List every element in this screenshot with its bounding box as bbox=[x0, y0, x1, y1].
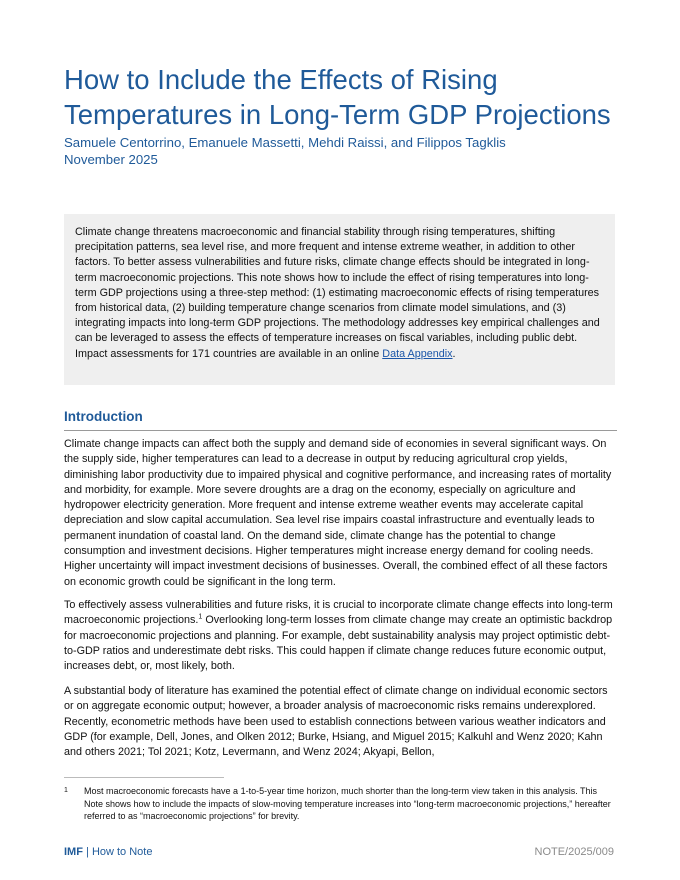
footnote-text: Most macroeconomic forecasts have a 1-to-5-year time horizon, much shorter than the long-term view taken in this analysis. This Note shows how to include the impacts of slow-moving temperature increases into “long-term macroeconomic projections,” hereafter referred to as “macroeconomic projections” for brevity. bbox=[84, 786, 611, 822]
footer-series: How to Note bbox=[91, 846, 153, 858]
footer-separator: | bbox=[82, 846, 92, 858]
intro-paragraph-2-text: To effectively assess vulnerabilities and future risks, it is crucial to incorporate climate change effects into long-term macroeconomic projections. bbox=[64, 599, 613, 627]
author-list: Samuele Centorrino, Emanuele Massetti, Mehdi Raissi, and Filippos Tagklis bbox=[64, 135, 506, 150]
abstract-end: . bbox=[452, 347, 456, 360]
intro-paragraph-2-continued: Overlooking long-term losses from climate change may create an optimistic backdrop for macroeconomic projections and planning. For example, debt sustainability analysis may project optimistic debt-to-GDP ratios and underestimate debt risks. This could happen if climate change reduces future economic output, increases debt, or, most likely, both. bbox=[64, 614, 613, 673]
footnote-divider bbox=[64, 777, 224, 778]
footer-branding bbox=[64, 846, 152, 858]
intro-paragraph-3: A substantial body of literature has examined the potential effect of climate change on individual economic sectors or on aggregate economic output; however, a broader analysis of macroeconomic risks remains underexplored. Recently, econometric methods have been used to establish connections between various weather indicators and GDP (for example, Dell, Jones, and Olken 2012; Burke, Hsiang, and Miguel 2015; Kalkuhl and Wenz 2020; Kahn and others 2021; Tol 2021; Kotz, Levermann, and Wenz 2024; Akyapi, Bellon, bbox=[64, 685, 608, 759]
abstract-text: Climate change threatens macroeconomic and financial stability through rising temperatures, shifting precipitation patterns, sea level rise, and more frequent and intense extreme weather, in addition to other factors. To better assess vulnerabilities and future risks, climate change effects should be integrated in long-term macroeconomic projections. This note shows how to include the effect of rising temperatures into long-term GDP projections using a three-step method: (1) estimating macroeconomic effects of rising temperatures from historical data, (2) building temperature change scenarios from climate model simulations, and (3) integrating impacts into long-term GDP projections. The methodology addresses key empirical challenges and can be leveraged to assess the effects of temperature increases on fiscal variables, including public debt. Impact assessments for 171 countries are available in an online bbox=[75, 226, 600, 360]
abstract-box bbox=[64, 214, 615, 385]
footnote-mark: 1 bbox=[64, 787, 68, 794]
section-heading-introduction: Introduction bbox=[64, 409, 143, 424]
footer-org: IMF bbox=[64, 846, 83, 858]
data-appendix-link[interactable]: Data Appendix bbox=[382, 347, 453, 360]
footer-note-id: NOTE/2025/009 bbox=[534, 846, 614, 858]
page-title: How to Include the Effects of Rising Temperatures in Long-Term GDP Projections bbox=[64, 64, 611, 130]
intro-paragraph-1: Climate change impacts can affect both the supply and demand side of economies in several significant ways. On the supply side, higher temperatures can lead to a decrease in output by reducing agricultural crop yields, diminishing labor productivity due to impaired physical and cognitive performance, and increasing rates of mortality and morbidity, for example. More severe droughts are a drag on the economy, especially on agriculture and hydropower electricity generation. More frequent and intense extreme weather events may accelerate capital depreciation and slow capital accumulation. Sea level rise impairs coastal infrastructure and eventually leads to permanent inundation of coastal land. On the demand side, climate change has the potential to change consumption and investment decisions. Higher temperatures might increase energy demand for cooling needs. Higher uncertainty will impact investment decisions of businesses. Overall, the combined effect of all these factors on economic growth could be significant in the long term. bbox=[64, 438, 612, 588]
publication-date: November 2025 bbox=[64, 152, 158, 167]
intro-paragraph-2 bbox=[64, 598, 617, 674]
section-divider bbox=[64, 430, 617, 431]
footnote-reference[interactable]: 1 bbox=[198, 613, 203, 621]
